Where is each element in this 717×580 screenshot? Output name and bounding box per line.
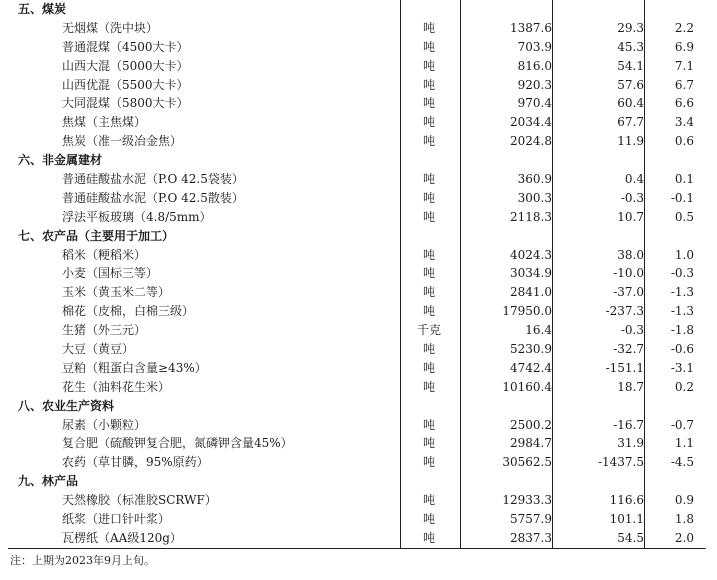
section-row xyxy=(8,227,706,246)
price-cell: 2034.4 xyxy=(510,115,552,130)
price-cell: 816.0 xyxy=(517,58,552,73)
price-cell: 2500.2 xyxy=(510,417,552,432)
section-title: 九、林产品 xyxy=(18,474,79,489)
change-cell: -37.0 xyxy=(613,285,644,300)
product-name: 瓦楞纸（AA级120g） xyxy=(62,530,182,545)
price-cell: 2841.0 xyxy=(510,285,552,300)
price-cell: 360.9 xyxy=(517,172,552,187)
percent-change-cell: 0.9 xyxy=(674,493,694,508)
section-row xyxy=(8,0,706,19)
percent-change-cell: 3.4 xyxy=(674,115,694,130)
price-cell: 2024.8 xyxy=(510,134,552,149)
section-title: 七、农产品（主要用于加工） xyxy=(18,228,175,243)
table-row xyxy=(8,113,706,132)
unit-cell: 吨 xyxy=(422,39,435,54)
percent-change-cell: -3.1 xyxy=(670,360,694,375)
product-name: 稻米（粳稻米） xyxy=(62,247,147,262)
change-cell: 29.3 xyxy=(617,20,644,35)
percent-change-cell: -1.8 xyxy=(670,323,694,338)
change-cell: -151.1 xyxy=(605,360,644,375)
table-row xyxy=(8,434,706,453)
change-cell: 11.9 xyxy=(617,134,644,149)
table-row xyxy=(8,283,706,302)
percent-change-cell: -1.3 xyxy=(670,285,694,300)
product-name: 纸浆（进口针叶浆） xyxy=(62,512,171,527)
table-row xyxy=(8,321,706,340)
change-cell: -0.3 xyxy=(620,190,644,205)
percent-change-cell: 7.1 xyxy=(674,58,694,73)
change-cell: 10.7 xyxy=(617,209,644,224)
unit-cell: 吨 xyxy=(422,209,435,224)
unit-cell: 吨 xyxy=(422,436,435,451)
footnote: 注：上期为2023年9月上旬。 xyxy=(10,554,155,567)
price-cell: 2118.3 xyxy=(510,209,552,224)
section-row xyxy=(8,472,706,491)
unit-cell: 吨 xyxy=(422,455,435,470)
product-name: 山西优混（5500大卡） xyxy=(62,77,189,92)
change-cell: 0.4 xyxy=(624,172,644,187)
table-row xyxy=(8,453,706,472)
price-cell: 3034.9 xyxy=(510,266,552,281)
price-cell: 300.3 xyxy=(517,190,552,205)
change-cell: -16.7 xyxy=(613,417,644,432)
change-cell: -237.3 xyxy=(605,304,644,319)
change-cell: 67.7 xyxy=(617,115,644,130)
change-cell: 45.3 xyxy=(617,39,644,54)
change-cell: -10.0 xyxy=(613,266,644,281)
table-row xyxy=(8,340,706,359)
section-title: 五、煤炭 xyxy=(18,2,67,16)
column-divider xyxy=(400,0,401,548)
change-cell: 60.4 xyxy=(617,96,644,111)
table-row xyxy=(8,208,706,227)
unit-cell: 吨 xyxy=(422,77,435,92)
unit-cell: 吨 xyxy=(422,493,435,508)
price-cell: 5230.9 xyxy=(510,342,552,357)
price-cell: 30562.5 xyxy=(502,455,552,470)
table-row xyxy=(8,246,706,265)
product-name: 生猪（外三元） xyxy=(62,323,147,338)
change-cell: -1437.5 xyxy=(597,455,644,470)
product-name: 焦炭（准一级冶金焦） xyxy=(62,134,183,149)
product-name: 普通硅酸盐水泥（P.O 42.5散装） xyxy=(62,190,244,205)
unit-cell: 吨 xyxy=(422,360,435,375)
price-cell: 10160.4 xyxy=(502,379,552,394)
product-name: 山西大混（5000大卡） xyxy=(62,58,189,73)
change-cell: 116.6 xyxy=(609,493,644,508)
table-row xyxy=(8,38,706,57)
price-cell: 920.3 xyxy=(517,77,552,92)
product-name: 普通硅酸盐水泥（P.O 42.5袋装） xyxy=(62,172,244,187)
unit-cell: 千克 xyxy=(416,323,441,338)
table-row xyxy=(8,491,706,510)
change-cell: 54.1 xyxy=(617,58,644,73)
unit-cell: 吨 xyxy=(422,512,435,527)
change-cell: 38.0 xyxy=(617,247,644,262)
unit-cell: 吨 xyxy=(422,247,435,262)
change-cell: 101.1 xyxy=(609,512,644,527)
column-divider xyxy=(552,0,553,548)
table-bottom-border xyxy=(8,548,706,549)
unit-cell: 吨 xyxy=(422,134,435,149)
percent-change-cell: 2.0 xyxy=(674,530,694,545)
table-row xyxy=(8,170,706,189)
unit-cell: 吨 xyxy=(422,20,435,35)
price-cell: 2837.3 xyxy=(510,530,552,545)
table-row xyxy=(8,416,706,435)
price-cell: 4742.4 xyxy=(510,360,552,375)
product-name: 农药（草甘膦，95%原药） xyxy=(62,455,209,470)
section-row xyxy=(8,397,706,416)
percent-change-cell: 0.2 xyxy=(674,379,694,394)
percent-change-cell: 6.9 xyxy=(674,39,694,54)
product-name: 天然橡胶（标准胶SCRWF） xyxy=(62,493,217,508)
section-title: 八、农业生产资料 xyxy=(18,398,115,413)
percent-change-cell: 1.0 xyxy=(674,247,694,262)
table-row xyxy=(8,378,706,397)
unit-cell: 吨 xyxy=(422,266,435,281)
percent-change-cell: 2.2 xyxy=(674,20,694,35)
unit-cell: 吨 xyxy=(422,172,435,187)
product-name: 玉米（黄玉米二等） xyxy=(62,285,171,300)
table-row xyxy=(8,132,706,151)
table-row xyxy=(8,302,706,321)
product-name: 小麦（国标三等） xyxy=(62,266,159,281)
price-cell: 12933.3 xyxy=(502,493,552,508)
percent-change-cell: 1.1 xyxy=(674,436,694,451)
section-row xyxy=(8,151,706,170)
unit-cell: 吨 xyxy=(422,342,435,357)
percent-change-cell: 0.6 xyxy=(674,134,694,149)
price-table xyxy=(8,0,706,548)
change-cell: 57.6 xyxy=(617,77,644,92)
percent-change-cell: 6.6 xyxy=(674,96,694,111)
price-cell: 4024.3 xyxy=(510,247,552,262)
table-row xyxy=(8,19,706,38)
price-cell: 970.4 xyxy=(517,96,552,111)
change-cell: -32.7 xyxy=(613,342,644,357)
change-cell: 54.5 xyxy=(617,530,644,545)
unit-cell: 吨 xyxy=(422,58,435,73)
unit-cell: 吨 xyxy=(422,379,435,394)
section-title: 六、非金属建材 xyxy=(18,153,103,168)
percent-change-cell: 0.5 xyxy=(674,209,694,224)
table-row xyxy=(8,94,706,113)
product-name: 大豆（黄豆） xyxy=(62,342,135,357)
product-name: 普通混煤（4500大卡） xyxy=(62,39,189,54)
product-name: 花生（油料花生米） xyxy=(62,379,171,394)
price-cell: 703.9 xyxy=(517,39,552,54)
unit-cell: 吨 xyxy=(422,285,435,300)
unit-cell: 吨 xyxy=(422,530,435,545)
unit-cell: 吨 xyxy=(422,96,435,111)
change-cell: -0.3 xyxy=(620,323,644,338)
percent-change-cell: -0.6 xyxy=(670,342,694,357)
product-name: 尿素（小颗粒） xyxy=(62,417,147,432)
percent-change-cell: -0.7 xyxy=(670,417,694,432)
percent-change-cell: -0.3 xyxy=(670,266,694,281)
change-cell: 18.7 xyxy=(617,379,644,394)
table-row xyxy=(8,57,706,76)
product-name: 豆粕（粗蛋白含量≥43%） xyxy=(62,360,207,375)
table-row xyxy=(8,76,706,95)
product-name: 焦煤（主焦煤） xyxy=(62,115,147,130)
column-divider xyxy=(644,0,645,548)
product-name: 复合肥（硫酸钾复合肥，氮磷钾含量45%） xyxy=(62,436,293,451)
unit-cell: 吨 xyxy=(422,190,435,205)
percent-change-cell: 1.8 xyxy=(674,512,694,527)
change-cell: 31.9 xyxy=(617,436,644,451)
price-cell: 5757.9 xyxy=(510,512,552,527)
percent-change-cell: -0.1 xyxy=(670,190,694,205)
table-row xyxy=(8,264,706,283)
percent-change-cell: -4.5 xyxy=(670,455,694,470)
product-name: 浮法平板玻璃（4.8/5mm） xyxy=(62,209,212,224)
price-cell: 1387.6 xyxy=(510,20,552,35)
product-name: 大同混煤（5800大卡） xyxy=(62,96,189,111)
percent-change-cell: -1.3 xyxy=(670,304,694,319)
percent-change-cell: 6.7 xyxy=(674,77,694,92)
price-cell: 2984.7 xyxy=(510,436,552,451)
unit-cell: 吨 xyxy=(422,115,435,130)
price-cell: 17950.0 xyxy=(502,304,552,319)
unit-cell: 吨 xyxy=(422,417,435,432)
price-cell: 16.4 xyxy=(525,323,552,338)
table-row xyxy=(8,510,706,529)
table-row xyxy=(8,359,706,378)
product-name: 无烟煤（洗中块） xyxy=(62,20,159,35)
product-name: 棉花（皮棉，白棉三级） xyxy=(62,304,195,319)
column-divider xyxy=(460,0,461,548)
unit-cell: 吨 xyxy=(422,304,435,319)
table-row xyxy=(8,529,706,548)
table-row xyxy=(8,189,706,208)
percent-change-cell: 0.1 xyxy=(674,172,694,187)
